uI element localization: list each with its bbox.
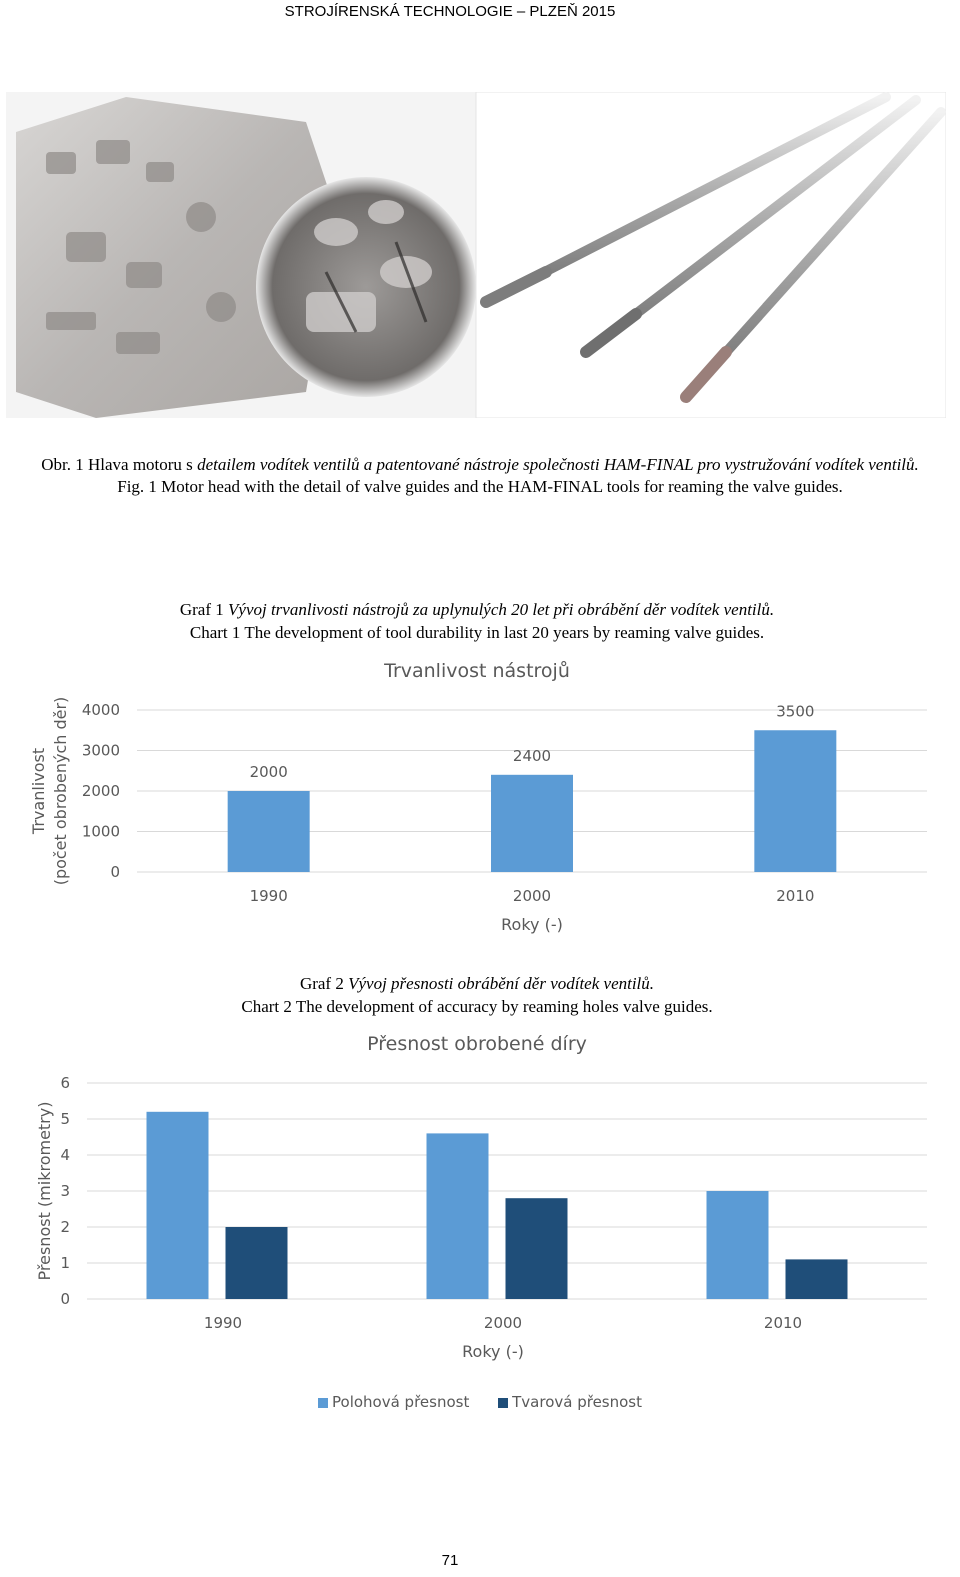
y-tick-label: 5 <box>60 1110 70 1128</box>
bar <box>228 791 310 872</box>
chart-1-caption-en: Chart 1 The development of tool durability in last 20 years by reaming valve guides. <box>189 623 765 642</box>
y-tick-label: 0 <box>60 1290 70 1308</box>
bar-tvarova <box>786 1259 848 1299</box>
data-label: 3500 <box>776 702 815 721</box>
chart-2-caption-cz <box>0 972 954 995</box>
chart-1-title: Trvanlivost nástrojů <box>384 660 570 682</box>
legend-label-polohova: Polohová přesnost <box>332 1393 470 1411</box>
x-axis-label: Roky (-) <box>462 1342 524 1361</box>
chart-1-caption-cz <box>0 598 954 621</box>
chart-1-plot <box>0 690 960 940</box>
legend-item-polohova <box>318 1393 469 1411</box>
figure-1-caption-cz-prefix: Obr. 1 Hlava motoru s <box>41 455 198 474</box>
y-tick-label: 4 <box>60 1146 70 1164</box>
y-axis-label: Přesnost (mikrometry) <box>35 1101 54 1281</box>
data-label: 2400 <box>512 746 552 765</box>
figure-1-caption-cz-italic: detailem vodítek ventilů a patentované nástroje společnosti HAM-FINAL pro vystružování vodítek ventilů. <box>197 455 919 474</box>
y-tick-label: 3000 <box>81 741 120 760</box>
bar-polohova <box>147 1112 209 1299</box>
chart-2-caption-cz-prefix: Graf 2 <box>299 974 349 993</box>
x-tick-label: 2010 <box>776 887 815 905</box>
bar-tvarova <box>226 1227 288 1299</box>
figure-1-caption-cz <box>0 454 960 476</box>
y-axis-label <box>29 697 70 886</box>
page-number: 71 <box>441 1552 459 1569</box>
y-tick-label: 2 <box>60 1218 70 1236</box>
chart-1-caption-cz-italic: Vývoj trvanlivosti nástrojů za uplynulých 20 let při obrábění děr vodítek ventilů. <box>228 600 775 619</box>
chart-2-title: Přesnost obrobené díry <box>367 1033 587 1055</box>
x-tick-label: 1990 <box>249 887 288 905</box>
y-tick-label: 2000 <box>81 782 120 800</box>
figure-1-caption-en: Fig. 1 Motor head with the detail of valve guides and the HAM-FINAL tools for reaming the valve guides. <box>117 477 843 496</box>
y-tick-label: 4000 <box>81 701 120 719</box>
x-tick-label: 2000 <box>483 1314 523 1332</box>
chart-1-caption <box>0 598 954 644</box>
chart-2-legend <box>0 1393 960 1411</box>
figure-1-image <box>6 92 946 418</box>
x-axis-label: Roky (-) <box>501 915 563 934</box>
bar-polohova <box>707 1191 769 1299</box>
y-tick-label: 1000 <box>81 822 120 841</box>
y-axis-label-line: Trvanlivost <box>29 747 48 835</box>
chart-2-caption <box>0 972 954 1018</box>
x-tick-label: 2010 <box>763 1314 803 1332</box>
figure-1-caption <box>0 454 960 498</box>
bar <box>491 775 573 872</box>
y-tick-label: 3 <box>60 1182 70 1200</box>
legend-item-tvarova <box>498 1393 642 1411</box>
x-tick-label: 2000 <box>512 887 552 905</box>
bar-tvarova <box>506 1198 568 1299</box>
legend-label-tvarova: Tvarová přesnost <box>512 1393 642 1411</box>
chart-1-caption-cz-prefix: Graf 1 <box>179 600 229 619</box>
y-tick-label: 1 <box>60 1254 70 1272</box>
bar <box>754 730 836 872</box>
chart-2-caption-en: Chart 2 The development of accuracy by reaming holes valve guides. <box>241 997 713 1016</box>
chart-2-plot <box>0 1063 960 1373</box>
y-tick-label: 0 <box>110 863 120 881</box>
y-axis-label-line: (počet obrobených děr) <box>51 696 70 886</box>
bar-polohova <box>427 1133 489 1299</box>
data-label: 2000 <box>249 763 288 781</box>
y-tick-label: 6 <box>60 1074 70 1092</box>
legend-swatch-tvarova <box>498 1398 508 1408</box>
page-header: STROJÍRENSKÁ TECHNOLOGIE – PLZEŇ 2015 <box>284 3 616 20</box>
x-tick-label: 1990 <box>203 1314 243 1332</box>
chart-2-caption-cz-italic: Vývoj přesnosti obrábění děr vodítek ventilů. <box>348 974 655 993</box>
legend-swatch-polohova <box>318 1398 328 1408</box>
